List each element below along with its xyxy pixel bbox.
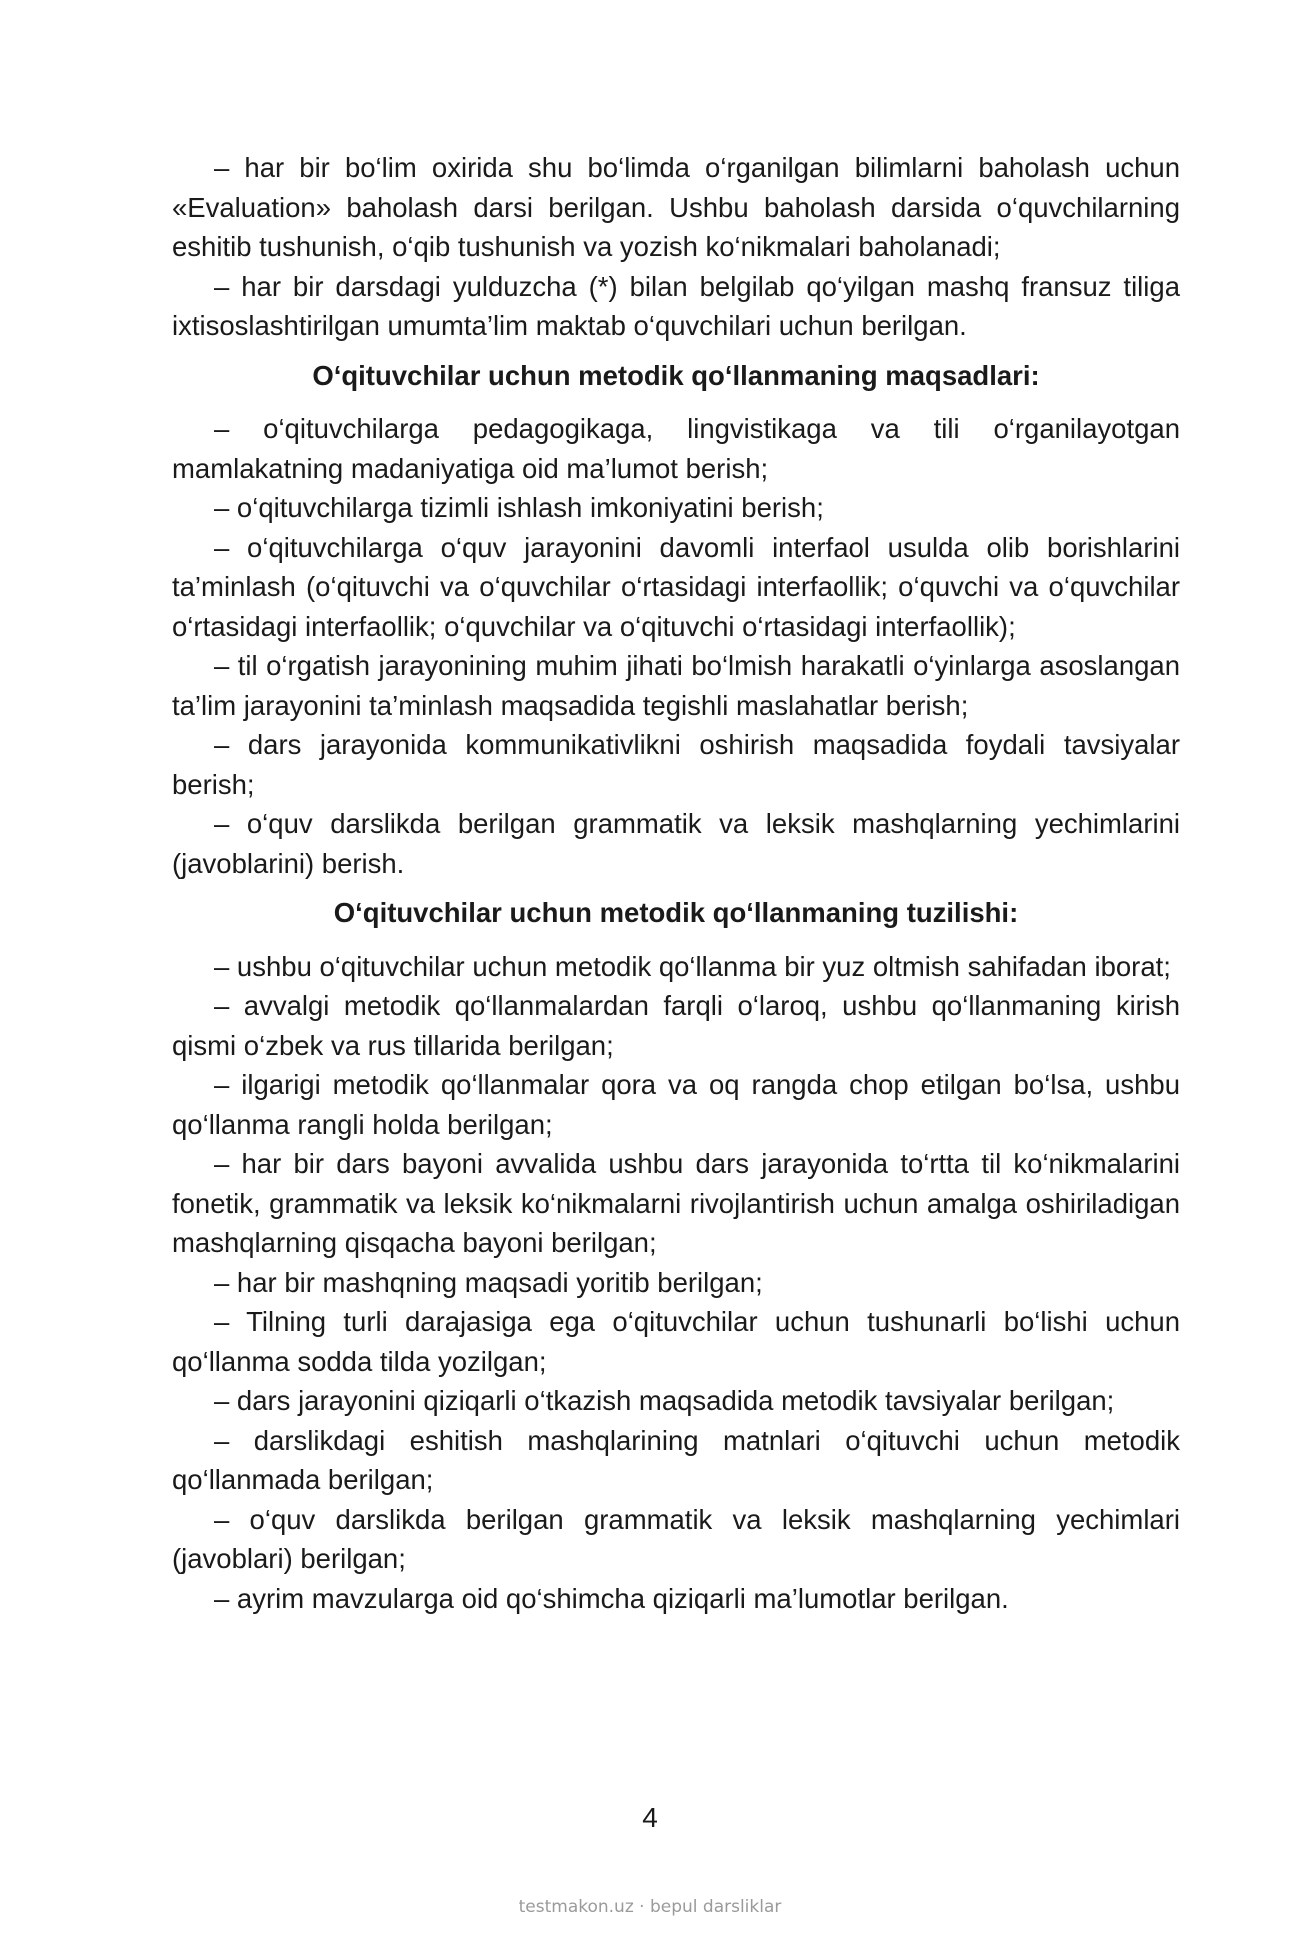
structure-item: – ayrim mavzularga oid qo‘shimcha qiziqarli ma’lumotlar berilgan. xyxy=(214,1582,1009,1614)
intro-item: – har bir bo‘lim oxirida shu bo‘limda o‘rganilgan bilimlarni baholash uchun «Evaluation» baholash darsi berilgan. Ushbu baholash darsida o‘quvchilarning eshitib tushunish, o‘qib tushunish va yozish ko‘nikmalari baholanadi; xyxy=(172,152,1180,262)
structure-item: – Tilning turli darajasiga ega o‘qituvchilar uchun tushunarli bo‘lishi uchun qo‘llanma sodda tilda yozilgan; xyxy=(172,1306,1180,1377)
goal-item: – o‘qituvchilarga tizimli ishlash imkoniyatini berish; xyxy=(214,492,824,523)
structure-item: – o‘quv darslikda berilgan grammatik va leksik mashqlarning yechimlari (javoblari) berilgan; xyxy=(172,1503,1180,1574)
intro-item: – har bir darsdagi yulduzcha (*) bilan belgilab qo‘yilgan mashq fransuz tiliga ixtisoslashtirilgan umumta’lim maktab o‘quvchilari uchun berilgan. xyxy=(172,270,1180,341)
goal-item: – o‘quv darslikda berilgan grammatik va leksik mashqlarning yechimlarini (javoblarini) berish. xyxy=(172,808,1180,879)
page-number: 4 xyxy=(642,1802,658,1833)
goal-item: – til o‘rgatish jarayonining muhim jihati bo‘lmish harakatli o‘yinlarga asoslangan ta’lim jarayonini ta’minlash maqsadida tegishli maslahatlar berish; xyxy=(172,650,1180,721)
structure-item: – darslikdagi eshitish mashqlarining matnlari o‘qituvchi uchun metodik qo‘llanmada berilgan; xyxy=(172,1424,1180,1495)
section-heading-structure: O‘qituvchilar uchun metodik qo‘llanmaning tuzilishi: xyxy=(333,897,1019,928)
section-heading-goals: O‘qituvchilar uchun metodik qo‘llanmaning maqsadlari: xyxy=(312,359,1040,391)
goal-item: – dars jarayonida kommunikativlikni oshirish maqsadida foydali tavsiyalar berish; xyxy=(172,729,1180,800)
page-body xyxy=(172,148,1180,1618)
structure-item: – har bir dars bayoni avvalida ushbu dars jarayonida to‘rtta til ko‘nikmalarini fonetik, grammatik va leksik ko‘nikmalarni rivojlantirish uchun amalga oshiriladigan mashqlarning qisqacha bayoni berilgan; xyxy=(172,1148,1180,1258)
goal-item: – o‘qituvchilarga pedagogikaga, lingvistikaga va tili o‘rganilayotgan mamlakatning madaniyatiga oid ma’lumot berish; xyxy=(172,413,1180,484)
structure-item: – ushbu o‘qituvchilar uchun metodik qo‘llanma bir yuz oltmish sahifadan iborat; xyxy=(214,950,1171,982)
structure-item: – avvalgi metodik qo‘llanmalardan farqli o‘laroq, ushbu qo‘llanmaning kirish qismi o‘zbek va rus tillarida berilgan; xyxy=(172,990,1180,1061)
structure-item: – dars jarayonini qiziqarli o‘tkazish maqsadida metodik tavsiyalar berilgan; xyxy=(214,1385,1115,1416)
structure-item: – har bir mashqning maqsadi yoritib berilgan; xyxy=(214,1266,763,1298)
goal-item: – o‘qituvchilarga o‘quv jarayonini davomli interfaol usulda olib borishlarini ta’minlash (o‘qituvchi va o‘quvchilar o‘rtasidagi interfaollik; o‘quvchi va o‘quvchilar o‘rtasidagi interfaollik; o‘quvchilar va o‘qituvchi o‘rtasidagi interfaollik); xyxy=(172,531,1180,642)
watermark-footer: testmakon.uz · bepul darsliklar xyxy=(518,1897,782,1917)
structure-item: – ilgarigi metodik qo‘llanmalar qora va oq rangda chop etilgan bo‘lsa, ushbu qo‘llanma rangli holda berilgan; xyxy=(172,1069,1180,1140)
